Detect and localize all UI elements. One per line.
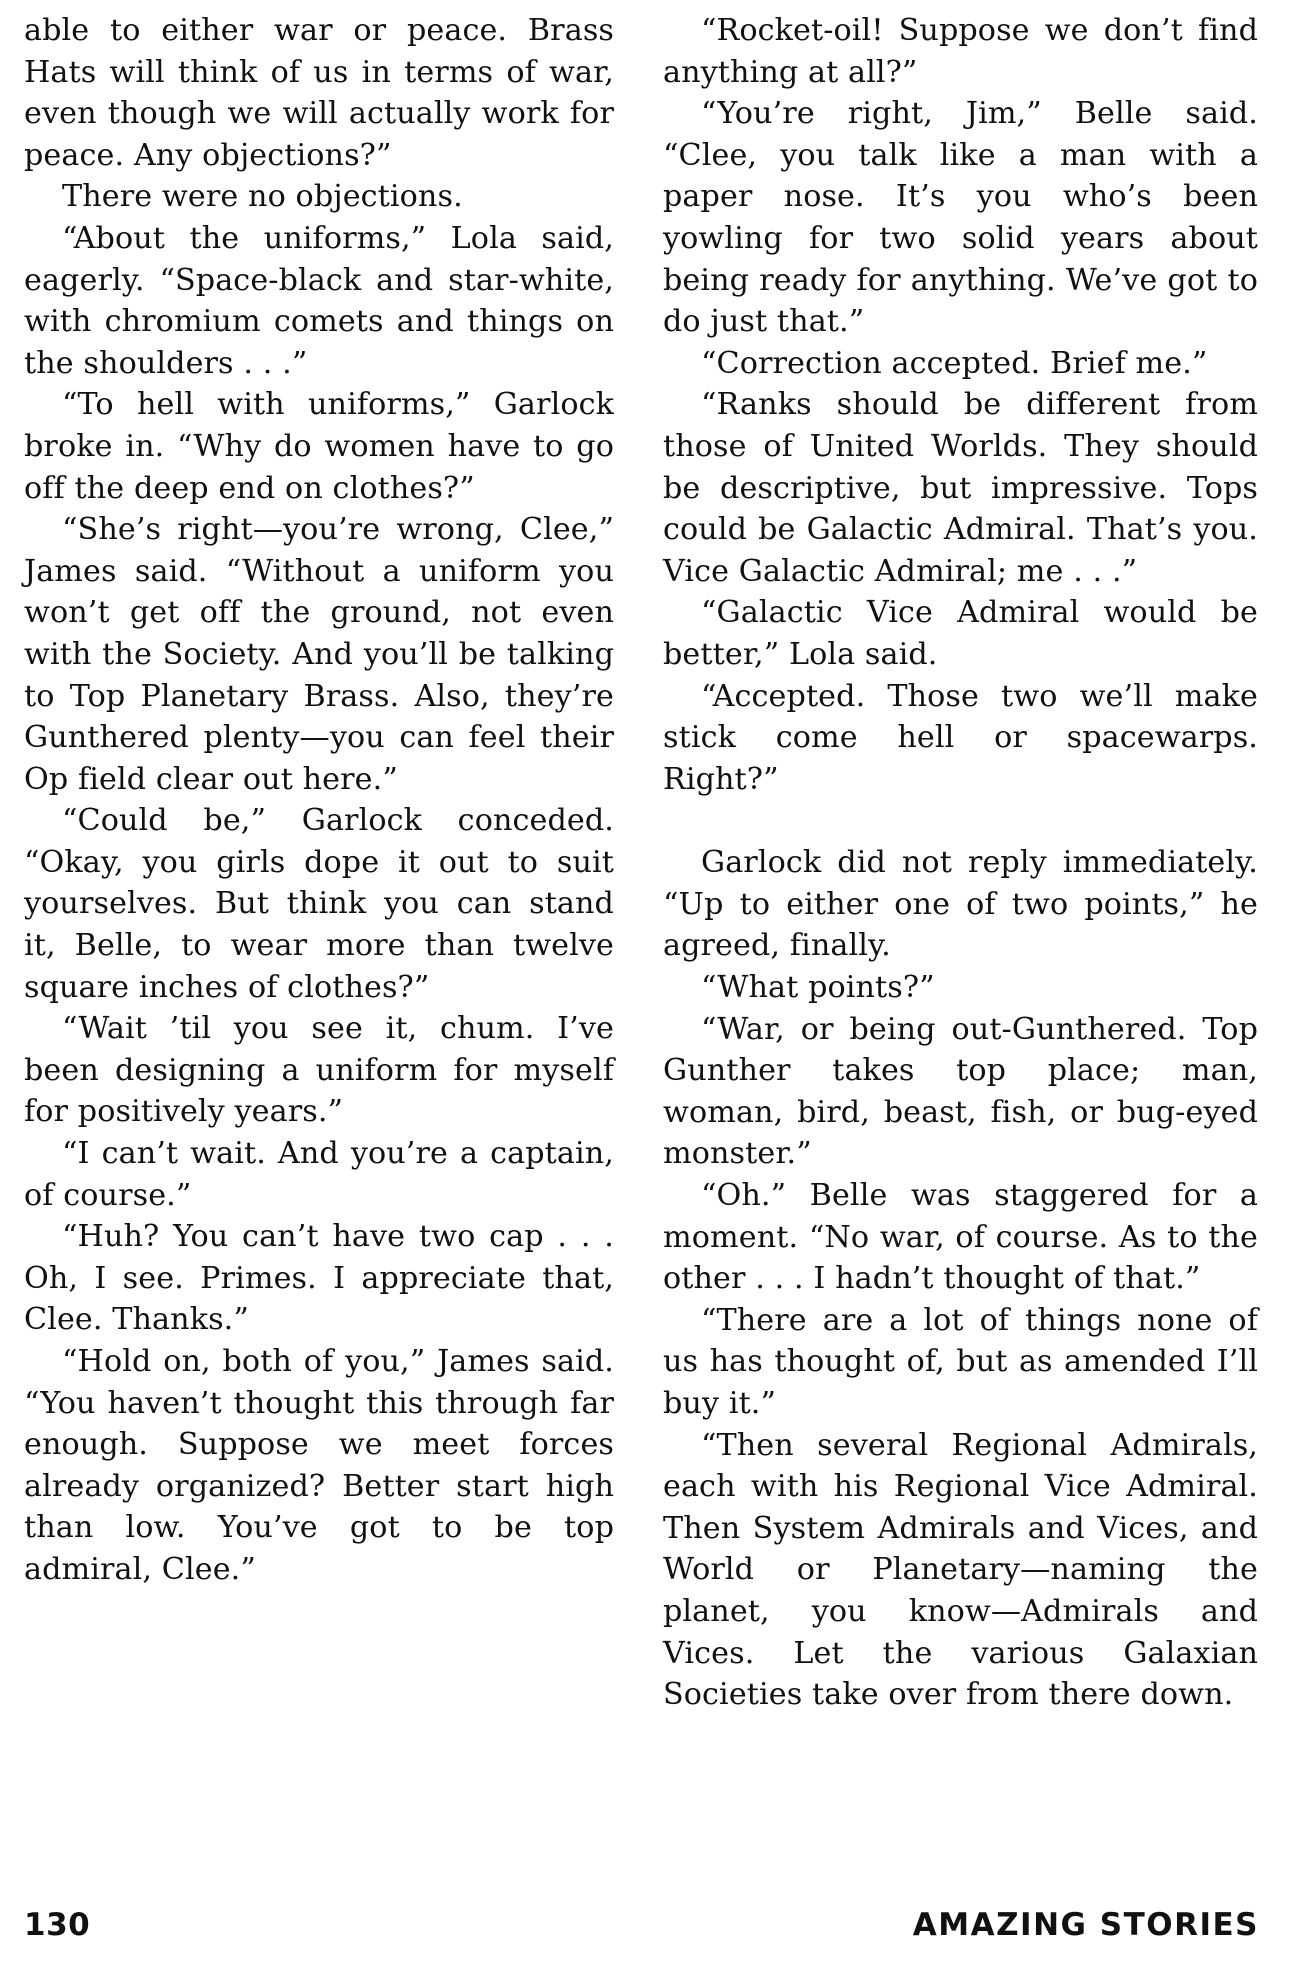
- paragraph: “To hell with uniforms,” Garlock broke in. “Why do women have to go off the deep end on clothes?”: [24, 387, 614, 506]
- paragraph: “Wait ’til you see it, chum. I’ve been designing a uniform for myself for positively years.”: [24, 1011, 614, 1130]
- paragraph: “Correction accepted. Brief me.”: [701, 345, 1208, 381]
- paragraph: “Rocket-oil! Suppose we don’t find anything at all?”: [663, 13, 1258, 90]
- paragraph: “What points?”: [701, 970, 935, 1006]
- paragraph: “She’s right—you’re wrong, Clee,” James said. “Without a uniform you won’t get off the ground, not even with the Society. And you’ll be talking to Top Planetary Brass. Also, they’re Gunthered plenty—you can feel their Op field clear out here.”: [24, 512, 614, 797]
- paragraph: There were no objections.: [62, 179, 463, 215]
- paragraph: “Ranks should be different from those of United Worlds. They should be descriptive, but impressive. Tops could be Galactic Admiral. That’s you. Vice Galactic Admiral; me . . .”: [663, 387, 1258, 589]
- paragraph: “I can’t wait. And you’re a captain, of course.”: [24, 1136, 614, 1213]
- paragraph: “Huh? You can’t have two cap . . . Oh, I see. Primes. I appreciate that, Clee. Thanks.”: [24, 1219, 614, 1338]
- paragraph: “Then several Regional Admirals, each with his Regional Vice Admiral. Then System Admirals and Vices, and World or Planetary—naming the planet, you know—Admirals and Vices. Let the various Galaxian Societies take over from there down.: [663, 1427, 1258, 1713]
- paragraph: able to either war or peace. Brass Hats will think of us in terms of war, even though we will actually work for peace. Any objections?”: [24, 13, 614, 173]
- magazine-title: AMAZING STORIES: [912, 1907, 1259, 1943]
- page-number: 130: [24, 1907, 91, 1943]
- paragraph: Garlock did not reply immediately. “Up to either one of two points,” he agreed, finally.: [663, 845, 1258, 964]
- right-text-column: [663, 10, 1258, 1716]
- paragraph: “About the uniforms,” Lola said, eagerly. “Space-black and star-white, with chromium comets and things on the shoulders . . .”: [24, 220, 614, 381]
- paragraph: “You’re right, Jim,” Belle said. “Clee, you talk like a man with a paper nose. It’s you who’s been yowling for two solid years about being ready for anything. We’ve got to do just that.”: [663, 96, 1258, 340]
- paragraph: “Galactic Vice Admiral would be better,” Lola said.: [663, 595, 1258, 672]
- paragraph: “Could be,” Garlock conceded. “Okay, you girls dope it out to suit yourselves. But think you can stand it, Belle, to wear more than twelve square inches of clothes?”: [24, 803, 614, 1005]
- paragraph: “There are a lot of things none of us has thought of, but as amended I’ll buy it.”: [663, 1302, 1258, 1421]
- paragraph: “War, or being out-Gunthered. Top Gunther takes top place; man, woman, bird, beast, fish, or bug-eyed monster.”: [663, 1011, 1258, 1172]
- paragraph: “Hold on, both of you,” James said. “You haven’t thought this through far enough. Suppose we meet forces already organized? Better start high than low. You’ve got to be top admiral, Clee.”: [24, 1344, 614, 1587]
- paragraph: “Oh.” Belle was staggered for a moment. “No war, of course. As to the other . . . I hadn’t thought of that.”: [663, 1178, 1258, 1297]
- left-text-column: [24, 10, 614, 1591]
- paragraph: “Accepted. Those two we’ll make stick come hell or spacewarps. Right?”: [663, 678, 1258, 797]
